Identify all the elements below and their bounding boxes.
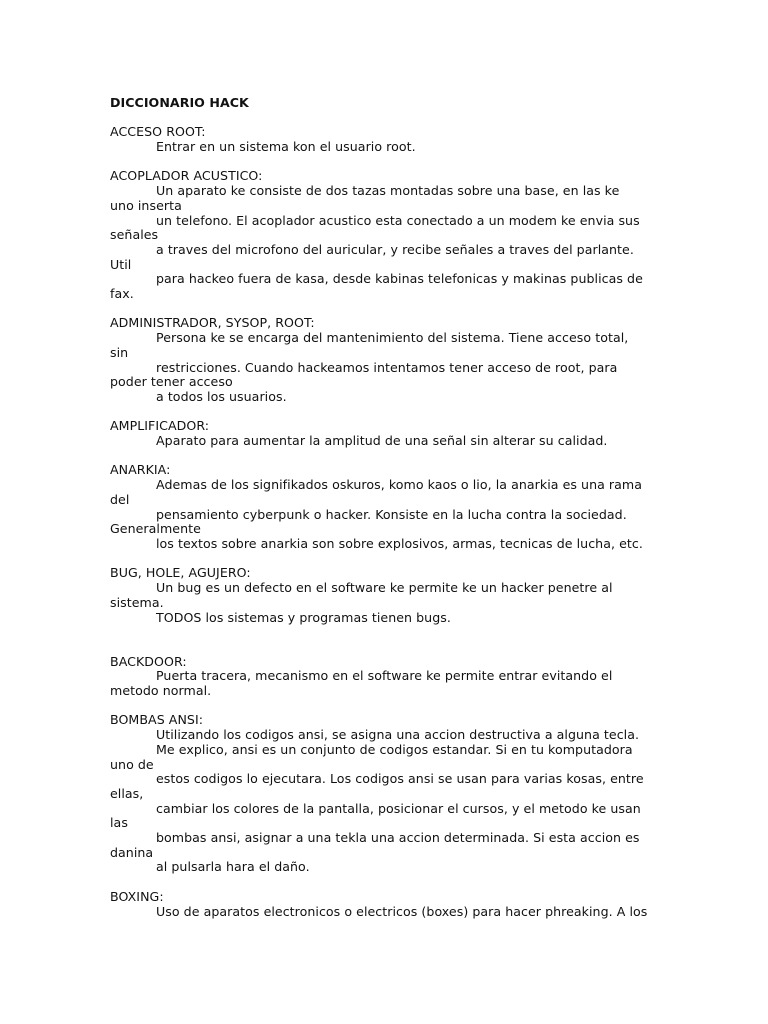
glossary-entry (110, 463, 670, 551)
entry-definition-line: Un bug es un defecto en el software ke permite ke un hacker penetre al (156, 580, 613, 596)
entry-term: ANARKIA: (110, 462, 171, 478)
entry-definition-line: para hackeo fuera de kasa, desde kabinas telefonicas y makinas publicas de (156, 271, 643, 287)
entry-definition-line: Ademas de los signifikados oskuros, komo kaos o lio, la anarkia es una rama (156, 477, 643, 493)
glossary-entry (110, 655, 670, 699)
entry-term: BACKDOOR: (110, 653, 187, 669)
entry-term: BUG, HOLE, AGUJERO: (110, 565, 251, 581)
entry-definition-line: restricciones. Cuando hackeamos intentamos tener acceso de root, para (156, 359, 618, 375)
entry-term: BOMBAS ANSI: (110, 712, 204, 728)
entry-definition-line: los textos sobre anarkia son sobre explosivos, armas, tecnicas de lucha, etc. (156, 536, 643, 551)
entry-definition-line: bombas ansi, asignar a una tekla una accion determinada. Si esta accion es (156, 830, 640, 846)
entry-definition-line: poder tener acceso (110, 374, 233, 390)
document-title: DICCIONARIO HACK (110, 95, 249, 110)
entry-definition-line: Me explico, ansi es un conjunto de codigos estandar. Si en tu komputadora (156, 741, 633, 757)
entry-definition-line: señales (110, 227, 159, 243)
entry-definition-line: a todos los usuarios. (156, 389, 287, 404)
entry-definition-line: uno de (110, 756, 154, 772)
glossary-entry (110, 419, 670, 448)
entry-definition-line: Entrar en un sistema kon el usuario root. (156, 139, 416, 155)
entry-term: ADMINISTRADOR, SYSOP, ROOT: (110, 315, 315, 331)
glossary-entry (110, 713, 670, 875)
entry-definition-line: del (110, 491, 130, 507)
entry-definition-line: estos codigos lo ejecutara. Los codigos ansi se usan para varias kosas, entre (156, 771, 644, 787)
document-body (110, 96, 670, 934)
entry-definition-line: ellas, (110, 785, 144, 801)
glossary-entry (110, 566, 670, 625)
entry-definition-line: Puerta tracera, mecanismo en el software ke permite entrar evitando el (156, 668, 613, 684)
entry-definition-line: las (110, 815, 128, 831)
glossary-entry (110, 125, 670, 154)
entry-definition-line: a traves del microfono del auricular, y recibe señales a traves del parlante. (156, 241, 634, 257)
entry-definition-line: danina (110, 844, 154, 860)
entry-definition-line: fax. (110, 286, 134, 302)
entry-definition-line: un telefono. El acoplador acustico esta conectado a un modem ke envia sus (156, 212, 640, 228)
glossary-entry (110, 316, 670, 404)
entry-term: ACOPLADOR ACUSTICO: (110, 168, 263, 184)
entry-definition-line: Uso de aparatos electronicos o electricos (boxes) para hacer phreaking. A los (156, 903, 648, 919)
entry-term: BOXING: (110, 888, 164, 904)
entry-definition-line: sin (110, 344, 129, 360)
entry-term: AMPLIFICADOR: (110, 418, 210, 434)
entry-definition-line: Utilizando los codigos ansi, se asigna una accion destructiva a alguna tecla. (156, 727, 640, 743)
entry-definition-line: Persona ke se encarga del mantenimiento del sistema. Tiene acceso total, (156, 330, 629, 346)
entry-definition-line: uno inserta (110, 197, 182, 213)
entry-definition-line: metodo normal. (110, 683, 212, 698)
entry-term: ACCESO ROOT: (110, 124, 206, 140)
entry-definition-line: Un aparato ke consiste de dos tazas montadas sobre una base, en las ke (156, 183, 620, 199)
entry-definition-line: Util (110, 256, 132, 272)
entry-definition-line: TODOS los sistemas y programas tienen bugs. (156, 609, 451, 625)
entry-definition-line: Generalmente (110, 521, 201, 537)
entry-definition-line: cambiar los colores de la pantalla, posicionar el cursos, y el metodo ke usan (156, 800, 641, 816)
entry-definition-line: Aparato para aumentar la amplitud de una señal sin alterar su calidad. (156, 433, 608, 449)
glossary-entry (110, 169, 670, 301)
glossary-entries (110, 125, 670, 919)
entry-definition-line: pensamiento cyberpunk o hacker. Konsiste en la lucha contra la sociedad. (156, 506, 627, 522)
entry-definition-line: al pulsarla hara el daño. (156, 859, 310, 875)
entry-definition-line: sistema. (110, 594, 164, 610)
glossary-entry (110, 890, 670, 919)
